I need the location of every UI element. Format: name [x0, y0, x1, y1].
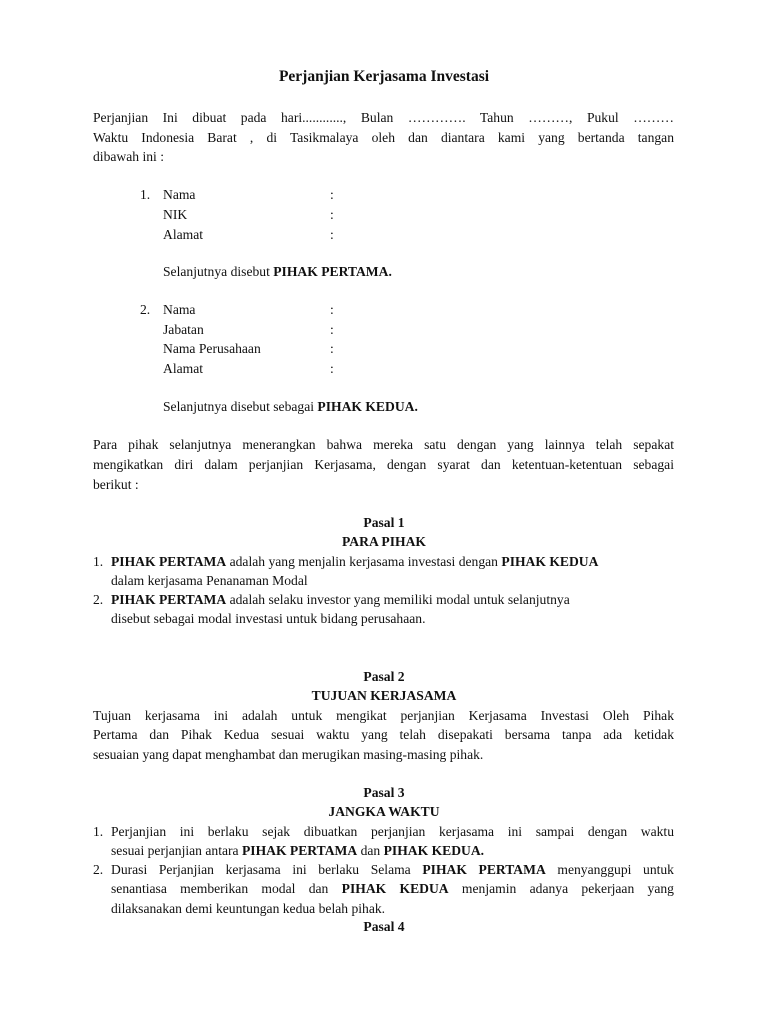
- party2-colon: :: [330, 341, 334, 356]
- pasal1-item2-line1: [111, 592, 570, 608]
- party1-field-name: Nama: [163, 187, 196, 202]
- party2-field-position: Jabatan: [163, 322, 204, 337]
- party2-note-text: Selanjutnya disebut sebagai: [163, 399, 318, 414]
- pasal3-item2-line2: [111, 881, 674, 897]
- pasal3-subheading: JANGKA WAKTU: [328, 804, 440, 819]
- pasal1-item1-bold2: PIHAK KEDUA: [501, 554, 599, 569]
- pasal3-item2-line3: dilaksanakan demi keuntungan kedua belah pihak.: [111, 901, 386, 916]
- intro-line-2: Waktu Indonesia Barat , di Tasikmalaya oleh dan diantara kami yang bertanda tangan: [93, 130, 674, 145]
- party2-field-name: Nama: [163, 302, 196, 317]
- intro-line-3: dibawah ini :: [93, 149, 164, 164]
- pasal3-item1-bold-d: PIHAK KEDUA.: [383, 843, 485, 858]
- party2-field-address: Alamat: [163, 361, 204, 376]
- pasal2-heading: Pasal 2: [363, 669, 405, 684]
- pasal1-item1-text: adalah yang menjalin kerjasama investasi dengan: [226, 554, 502, 569]
- pasal1-item2-text: adalah selaku investor yang memiliki modal untuk selanjutnya: [226, 592, 570, 607]
- agreement-line-1: Para pihak selanjutnya menerangkan bahwa mereka satu dengan yang lainnya telah sepakat: [93, 437, 674, 452]
- pasal3-heading: Pasal 3: [363, 785, 405, 800]
- pasal3-item1-text-a: sesuai perjanjian antara: [111, 843, 242, 858]
- pasal3-item2-text-a: Durasi Perjanjian kerjasama ini berlaku Selama: [111, 862, 423, 877]
- pasal3-item2-text-f: menjamin adanya pekerjaan yang: [448, 881, 674, 896]
- party1-colon: :: [330, 187, 334, 202]
- party1-note: [163, 264, 392, 280]
- pasal1-item1-line2: dalam kerjasama Penanaman Modal: [111, 573, 308, 588]
- agreement-line-3: berikut :: [93, 477, 139, 492]
- party2-colon: :: [330, 302, 334, 317]
- party1-colon: :: [330, 207, 334, 222]
- pasal3-item2-text-c: menyanggupi untuk: [545, 862, 674, 877]
- pasal3-item2-bold-b: PIHAK PERTAMA: [422, 862, 546, 877]
- pasal2-subheading: TUJUAN KERJASAMA: [311, 688, 457, 703]
- intro-line-1: Perjanjian Ini dibuat pada hari............, Bulan …………. Tahun ………, Pukul ………: [93, 110, 674, 125]
- pasal1-item2-line2: disebut sebagai modal investasi untuk bidang perusahaan.: [111, 611, 426, 626]
- pasal1-item1-line1: [111, 554, 598, 570]
- party1-field-address: Alamat: [163, 227, 204, 242]
- party2-colon: :: [330, 322, 334, 337]
- party1-note-text: Selanjutnya disebut: [163, 264, 274, 279]
- pasal3-item1-number: 1.: [93, 824, 104, 839]
- agreement-line-2: mengikatkan diri dalam perjanjian Kerjasama, dengan syarat dan ketentuan-ketentuan sebagai: [93, 457, 674, 472]
- party2-note: [163, 399, 418, 415]
- pasal1-heading: Pasal 1: [363, 515, 405, 530]
- pasal1-item1-bold: PIHAK PERTAMA: [111, 554, 227, 569]
- party2-number: 2.: [140, 302, 151, 317]
- pasal4-heading: Pasal 4: [363, 919, 405, 934]
- pasal1-item2-bold: PIHAK PERTAMA: [111, 592, 227, 607]
- party2-field-company: Nama Perusahaan: [163, 341, 261, 356]
- party1-number: 1.: [140, 187, 151, 202]
- party1-field-nik: NIK: [163, 207, 188, 222]
- pasal2-line-1: Tujuan kerjasama ini adalah untuk mengikat perjanjian Kerjasama Investasi Oleh Pihak: [93, 708, 674, 723]
- party1-colon: :: [330, 227, 334, 242]
- document-title: Perjanjian Kerjasama Investasi: [278, 68, 490, 85]
- pasal3-item2-text-d: senantiasa memberikan modal dan: [111, 881, 342, 896]
- pasal2-line-3: sesuaian yang dapat menghambat dan merugikan masing-masing pihak.: [93, 747, 484, 762]
- pasal1-item2-number: 2.: [93, 592, 104, 607]
- pasal3-item1-text-c: dan: [357, 843, 384, 858]
- party2-colon: :: [330, 361, 334, 376]
- pasal3-item1-bold-b: PIHAK PERTAMA: [241, 843, 358, 858]
- pasal3-item2-line1: [111, 862, 674, 878]
- pasal3-item2-number: 2.: [93, 862, 104, 877]
- pasal3-item1-line2: [111, 843, 484, 859]
- pasal1-item1-number: 1.: [93, 554, 104, 569]
- pasal2-line-2: Pertama dan Pihak Kedua sesuai waktu yang telah disepakati bersama tanpa ada ketidak: [93, 727, 674, 742]
- party2-note-bold: PIHAK KEDUA.: [317, 399, 418, 414]
- pasal3-item2-bold-e: PIHAK KEDUA: [341, 881, 449, 896]
- party1-note-bold: PIHAK PERTAMA.: [273, 264, 392, 279]
- pasal1-subheading: PARA PIHAK: [342, 534, 426, 549]
- pasal3-item1-line1: Perjanjian ini berlaku sejak dibuatkan perjanjian kerjasama ini sampai dengan waktu: [111, 824, 674, 839]
